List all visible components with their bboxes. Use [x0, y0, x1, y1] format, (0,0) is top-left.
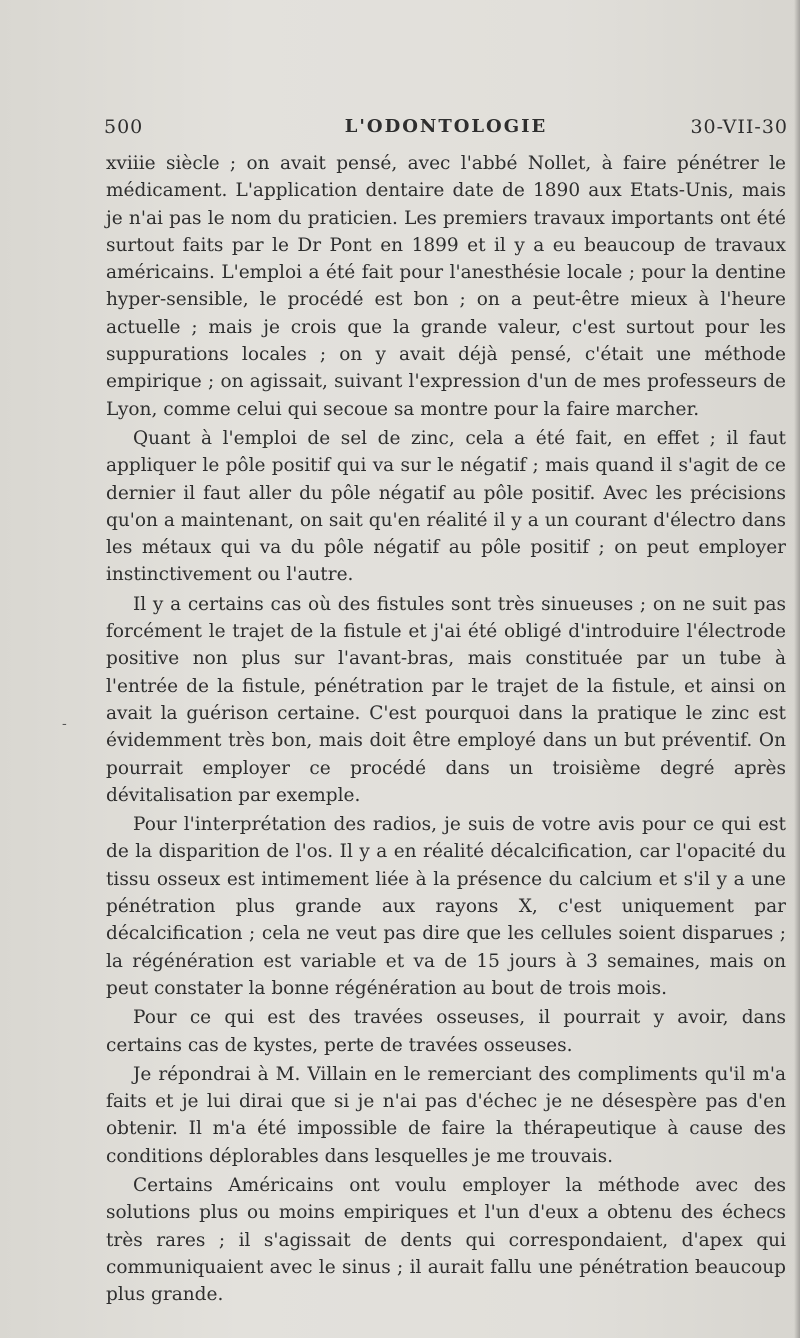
paragraph-7: Certains Américains ont voulu employer la méthode avec des solutions plus ou moins empiriques et l'un d'eux a obtenu des échecs très rares ; il s'agissait de dents qui correspondaient, d'apex qui communiquaient avec le sinus ; il aurait fallu une pénétration beaucoup plus grande. [106, 1174, 786, 1306]
paragraph-2: Quant à l'emploi de sel de zinc, cela a été fait, en effet ; il faut appliquer le pôle positif qui va sur le négatif ; mais quand il s'agit de ce dernier il faut aller du pôle négatif au pôle positif. Avec les précisions qu'on a maintenant, on sait qu'en réalité il y a un courant d'électro dans les métaux qui va du pôle négatif au pôle positif ; on peut employer instinctivement ou l'autre. [106, 427, 786, 586]
paragraph-6: Je répondrai à M. Villain en le remerciant des compliments qu'il m'a faits et je lui dirai que si je n'ai pas d'échec je ne désespère pas d'en obtenir. Il m'a été impossible de faire la thérapeutique à cause des conditions déplorables dans lesquelles je me trouvais. [106, 1063, 786, 1167]
paragraph-5: Pour ce qui est des travées osseuses, il pourrait y avoir, dans certains cas de kystes, perte de travées osseuses. [106, 1007, 786, 1056]
paragraph-4: Pour l'interprétation des radios, je suis de votre avis pour ce qui est de la disparition de l'os. Il y a en réalité décalcification, car l'opacité du tissu osseux est intimement liée à la présence du calcium et s'il y a une pénétration plus grande aux rayons X, c'est uniquement par décalcification ; cela ne veut pas dire que les cellules soient disparues ; la régénération est variable et va de 15 jours à 3 semaines, mais on peut constater la bonne régénération au bout de trois mois. [106, 814, 786, 999]
body-text [106, 150, 786, 1308]
page-edge-shadow [794, 0, 800, 1338]
issue-date: 30-VII-30 [690, 116, 788, 138]
paragraph-3: Il y a certains cas où des fistules sont très sinueuses ; on ne suit pas forcément le trajet de la fistule et j'ai été obligé d'introduire l'électrode positive non plus sur l'avant-bras, mais constituée par un tube à l'entrée de la fistule, pénétration par le trajet de la fistule, et ainsi on avait la guérison certaine. C'est pourquoi dans la pratique le zinc est évidemment très bon, mais doit être employé dans un but préventif. On pourrait employer ce procédé dans un troisième degré après dévitalisation par exemple. [106, 593, 786, 806]
margin-mark: - [62, 716, 67, 732]
paragraph-1: xviiie siècle ; on avait pensé, avec l'abbé Nollet, à faire pénétrer le médicament. L'application dentaire date de 1890 aux Etats-Unis, mais je n'ai pas le nom du praticien. Les premiers travaux importants ont été surtout faits par le Dr Pont en 1899 et il y a eu beaucoup de travaux américains. L'emploi a été fait pour l'anesthésie locale ; pour la dentine hyper-sensible, le procédé est bon ; on a peut-être mieux à l'heure actuelle ; mais je crois que la grande valeur, c'est surtout pour les suppurations locales ; on y avait déjà pensé, c'était une méthode empirique ; on agissait, suivant l'expression d'un de mes professeurs de Lyon, comme celui qui secoue sa montre pour la faire marcher. [106, 153, 786, 420]
running-header [104, 116, 788, 140]
running-title: L'ODONTOLOGIE [344, 116, 548, 137]
page-number: 500 [104, 116, 144, 138]
